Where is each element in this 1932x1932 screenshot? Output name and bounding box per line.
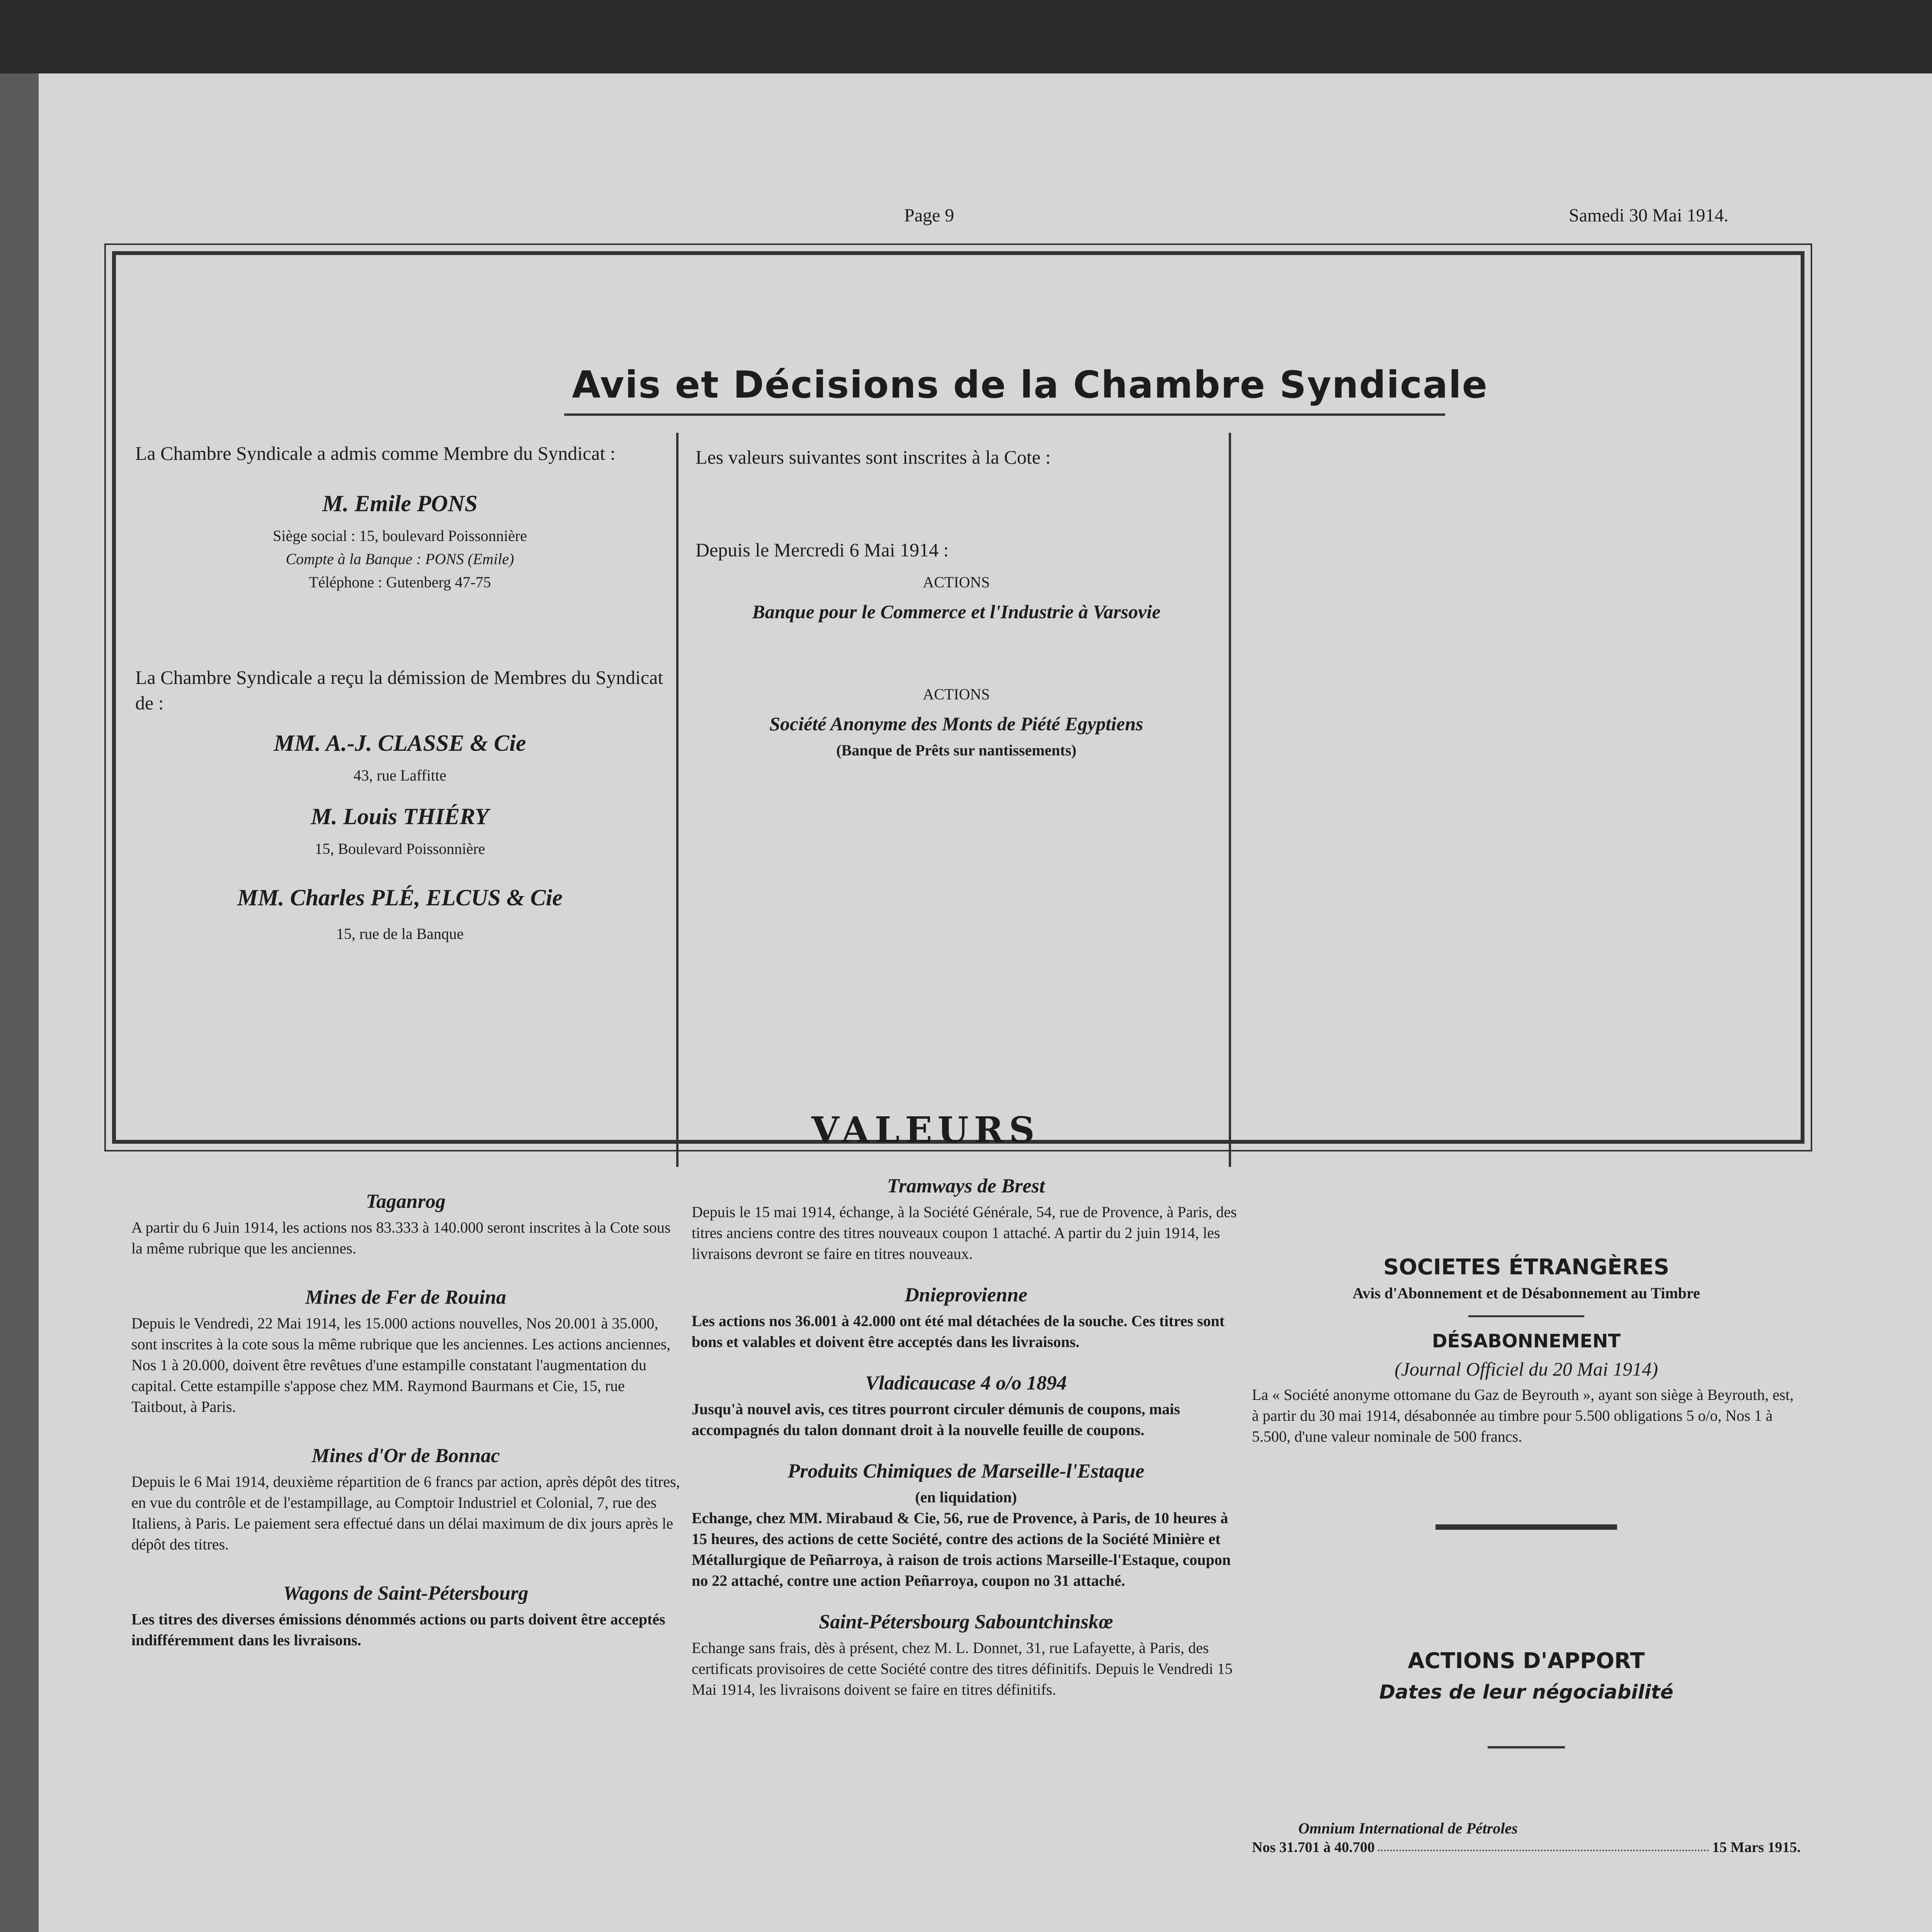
desabonnement-title: DÉSABONNEMENT: [1432, 1330, 1621, 1352]
left-page-edge: [0, 73, 39, 1932]
notice-title: Wagons de Saint-Pétersbourg: [283, 1582, 529, 1604]
rule: [1488, 1746, 1565, 1748]
admis-siege: Siège social : 15, boulevard Poissonnière: [273, 527, 527, 544]
omnium-date: 15 Mars 1915.: [1712, 1839, 1801, 1855]
notice-title: Vladicaucase 4 o/o 1894: [865, 1372, 1067, 1394]
admis-compte: Compte à la Banque : PONS (Emile): [286, 550, 514, 568]
omnium-name: Omnium International de Pétroles: [1298, 1820, 1518, 1837]
notice-text: Depuis le 15 mai 1914, échange, à la Société Générale, 54, rue de Provence, à Paris, des titres anciens contre des titres nouveaux coupon 1 attaché. A partir du 2 juin 1914, les livraisons devront se faire en titres nouveaux.: [692, 1203, 1237, 1262]
notice-text: Depuis le Vendredi, 22 Mai 1914, les 15.000 actions nouvelles, Nos 20.001 à 35.000, sont inscrites à la cote sous la même rubrique que les anciennes. Les actions anciennes, Nos 1 à 20.000, doivent être revêtues d'une estampille constatant l'augmentation du capital. Cette estampille s'appose chez MM. Raymond Baurmans et Cie, 15, rue Taitbout, à Paris.: [131, 1315, 671, 1415]
notice-text: Les titres des diverses émissions dénommés actions ou parts doivent être acceptés indifféremment dans les livraisons.: [131, 1611, 665, 1649]
cote-valeur-1: Banque pour le Commerce et l'Industrie à Varsovie: [752, 601, 1161, 622]
notice-text: Echange, chez MM. Mirabaud & Cie, 56, rue de Provence, à Paris, de 10 heures à 15 heures, des actions de cette Société, contre des actions de la Société Minière et Métallurgique de Peñarroya, à raison de trois actions Marseille-l'Estaque, coupon no 22 attaché, contre une action Peñarroya, coupon no 31 attaché.: [692, 1509, 1231, 1589]
valeurs-title: VALEURS: [811, 1109, 1040, 1151]
column-divider: [676, 433, 679, 1167]
demission-intro: La Chambre Syndicale a reçu la démission de Membres du Syndicat de :: [135, 667, 663, 714]
notice-title: Taganrog: [366, 1190, 446, 1213]
notice-title: Saint-Pétersbourg Sabountchinskœ: [819, 1611, 1113, 1633]
demission-2-address: 15, Boulevard Poissonnière: [315, 840, 485, 857]
cote-date: Depuis le Mercredi 6 Mai 1914 :: [696, 539, 949, 561]
leader-dots: [1378, 1839, 1709, 1851]
notice-text: Les actions nos 36.001 à 42.000 ont été mal détachées de la souche. Ces titres sont bons et valables et doivent être acceptés dans les livraisons.: [692, 1312, 1225, 1350]
journal-reference: (Journal Officiel du 20 Mai 1914): [1395, 1358, 1658, 1380]
notice-text: Depuis le 6 Mai 1914, deuxième répartition de 6 francs par action, après dépôt des titres, en vue du contrôle et de l'estampillage, au Comptoir Industriel et Colonial, 7, rue des Italiens, à Paris. Le paiement sera effectué dans un délai maximum de dix jours après le dépôt des titres.: [131, 1473, 680, 1553]
cote-valeur-2: Société Anonyme des Monts de Piété Egyptiens: [769, 713, 1143, 735]
omnium-row: [1252, 1839, 1801, 1856]
societes-subtitle: Avis d'Abonnement et de Désabonnement au Timbre: [1352, 1284, 1700, 1302]
notice-title: Mines d'Or de Bonnac: [311, 1445, 500, 1467]
notice-title: Produits Chimiques de Marseille-l'Estaque: [787, 1460, 1145, 1482]
actions-label: ACTIONS: [923, 685, 990, 703]
title-underline: [564, 413, 1445, 416]
notice-title: Tramways de Brest: [887, 1175, 1045, 1197]
admis-intro: La Chambre Syndicale a admis comme Membre du Syndicat :: [135, 442, 616, 464]
admis-telephone: Téléphone : Gutenberg 47-75: [309, 573, 491, 591]
notice-text: A partir du 6 Juin 1914, les actions nos 83.333 à 140.000 seront inscrites à la Cote sous la même rubrique que les anciennes.: [131, 1219, 671, 1257]
admis-name: M. Emile PONS: [322, 491, 478, 516]
apport-subtitle: Dates de leur négociabilité: [1379, 1681, 1673, 1703]
newspaper-page: [39, 73, 1932, 1932]
notice-title: Dnieprovienne: [905, 1284, 1027, 1306]
omnium-numbers: Nos 31.701 à 40.700: [1252, 1839, 1375, 1855]
notice-subtitle: (en liquidation): [915, 1488, 1017, 1506]
page-number: Page 9: [904, 205, 954, 226]
societes-title: SOCIETES ÉTRANGÈRES: [1383, 1255, 1670, 1280]
notice-title: Mines de Fer de Rouina: [305, 1286, 507, 1308]
cote-valeur-2-sub: (Banque de Prêts sur nantissements): [836, 742, 1077, 759]
desabonnement-text: La « Société anonyme ottomane du Gaz de Beyrouth », ayant son siège à Beyrouth, est, à partir du 30 mai 1914, désabonnée au timbre pour 5.500 obligations 5 o/o, Nos 1 à 5.500, d'une valeur nominale de 500 francs.: [1252, 1386, 1794, 1445]
syndicate-box: [112, 251, 1804, 1144]
page-date: Samedi 30 Mai 1914.: [1569, 205, 1729, 226]
cote-intro: Les valeurs suivantes sont inscrites à la Cote :: [696, 446, 1051, 468]
demission-3-address: 15, rue de la Banque: [336, 925, 464, 942]
rule: [1468, 1315, 1584, 1317]
valeurs-left-column: [131, 1186, 680, 1651]
actions-label: ACTIONS: [923, 573, 990, 591]
demission-2-name: M. Louis THIÉRY: [311, 804, 489, 829]
demission-3-name: MM. Charles PLÉ, ELCUS & Cie: [237, 885, 563, 910]
demission-1-name: MM. A.-J. CLASSE & Cie: [274, 730, 526, 756]
syndicate-title: Avis et Décisions de la Chambre Syndicale: [572, 363, 1488, 406]
demission-1-address: 43, rue Laffitte: [353, 767, 447, 784]
notice-text: Echange sans frais, dès à présent, chez M. L. Donnet, 31, rue Lafayette, à Paris, des certificats provisoires de cette Société contre des titres définitifs. Depuis le Vendredi 15 Mai 1914, les livraisons doivent se faire en titres définitifs.: [692, 1639, 1233, 1698]
column-divider: [1229, 433, 1231, 1167]
valeurs-middle-column: [692, 1171, 1240, 1700]
valeurs-right-column: [1252, 1252, 1801, 1856]
rule: [1435, 1524, 1617, 1530]
notice-text: Jusqu'à nouvel avis, ces titres pourront circuler démunis de coupons, mais accompagnés du talon donnant droit à la nouvelle feuille de coupons.: [692, 1400, 1180, 1439]
apport-title: ACTIONS D'APPORT: [1408, 1648, 1645, 1673]
